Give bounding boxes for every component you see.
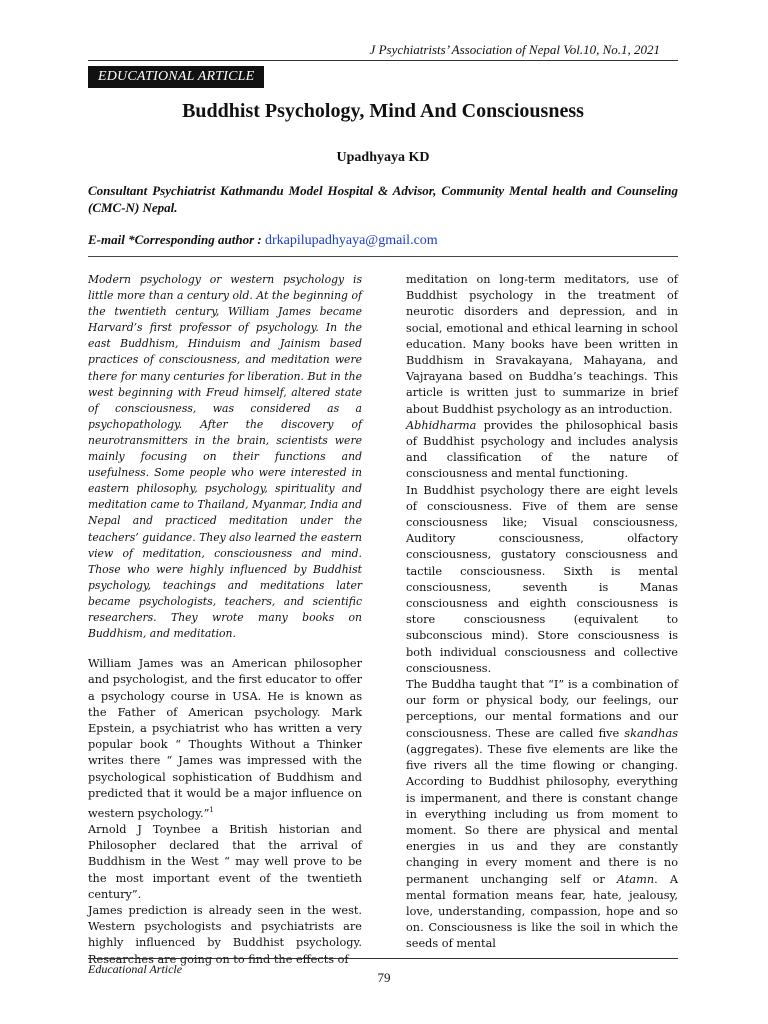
paragraph (88, 656, 362, 822)
paragraph: James prediction is already seen in the west. Western psychologists and psychiatrists are highly influenced by Buddhist psychology. Researches are going on to find the effects of (88, 903, 362, 966)
email-label: E-mail *Corresponding author : (88, 232, 262, 247)
page-number: 79 (377, 970, 391, 985)
paragraph: In Buddhist psychology there are eight levels of consciousness. Five of them are sense consciousness like; Visual consciousness, Auditory consciousness, olfactory consciousness, gustatory consciousness and tactile consciousness. Sixth is mental consciousness, seventh is Manas consciousness and eighth consciousness is store consciousness (equivalent to subconscious mind). Store consciousness is both individual consciousness and collective consciousness. (406, 483, 678, 675)
email-link[interactable]: drkapilupadhyaya@gmail.com (265, 233, 438, 248)
article-title: Buddhist Psychology, Mind And Consciousness (182, 100, 584, 122)
paragraph (406, 677, 678, 952)
term-skandhas: skandhas (624, 726, 678, 740)
reference-marker: 1 (209, 805, 214, 814)
section-badge: EDUCATIONAL ARTICLE (88, 66, 264, 88)
paragraph: Arnold J Toynbee a British historian and Philosopher declared that the arrival of Buddhism in the West “ may well prove to be the most important event of the twentieth century”. (88, 822, 362, 901)
article-author: Upadhyaya KD (336, 150, 430, 165)
right-column (406, 272, 678, 953)
paragraph-text: . A mental formation means fear, hate, jealousy, love, understanding, compassion, hope and so on. Consciousness is like the soil in which the seeds of mental (406, 872, 678, 951)
author-affiliation: Consultant Psychiatrist Kathmandu Model Hospital & Advisor, Community Mental health and Counseling (CMC-N) Nepal. (88, 183, 678, 215)
email-line (88, 232, 678, 249)
paragraph-text: provides the philosophical basis of Buddhist psychology and includes analysis and classification of the nature of consciousness and mental functioning. (406, 418, 678, 481)
paragraph-text: William James was an American philosopher and psychologist, and the first educator to offer a psychology course in USA. He is known as the Father of American psychology. Mark Epstein, a psychiatrist who has written a very popular book “ Thoughts Without a Thinker writes there “ James was impressed with the psychological sophistication of Buddhism and predicted that it would be a major influence on western psychology.” (88, 657, 362, 820)
term-atamn: Atamn (616, 872, 655, 886)
paragraph-text: The Buddha taught that “I” is a combination of our form or physical body, our feelings, our perceptions, our mental formations and our consciousness. These are called five (406, 678, 678, 740)
paragraph-text: (aggregates). These five elements are like the five rivers all the time flowing or changing. According to Buddhist philosophy, everything is impermanent, and there is constant change in everything including us from moment to moment. So there are physical and mental energies in us and they are constantly changing in every moment and there is no permanent unchanging self or (406, 742, 678, 886)
abstract: Modern psychology or western psychology is little more than a century old. At the beginning of the twentieth century, William James became Harvard’s first professor of psychology. In the east Buddhism, Hinduism and Jainism based practices of consciousness, and meditation were there for many centuries for liberation. But in the west beginning with Freud himself, altered state of consciousness, was considered as a psychopathology. After the discovery of neurotransmitters in the brain, scientists were mainly focusing on their functions and usefulness. Some people who were interested in eastern philosophy, psychology, spirituality and meditation came to Thailand, Myanmar, India and Nepal and practiced meditation under the teachers’ guidance. They also learned the eastern view of meditation, consciousness and mind. Those who were highly influenced by Buddhist psychology, teachings and meditations later became psychologists, teachers, and scientific researchers. They wrote many books on Buddhism, and meditation. (88, 273, 362, 641)
section-divider (88, 256, 678, 257)
footer-rule (88, 958, 678, 959)
term-abhidharma: Abhidharma (406, 418, 477, 432)
paragraph: meditation on long-term meditators, use of Buddhist psychology in the treatment of neurotic disorders and depression, and in social, emotional and ethical learning in school education. Many books have been written in Buddhism in Sravakayana, Mahayana, and Vajrayana based on Buddha’s teachings. This article is written just to summarize in brief about Buddhist psychology as an introduction. (406, 273, 678, 416)
paragraph (406, 418, 678, 483)
header-rule (88, 60, 678, 61)
left-column (88, 272, 362, 968)
journal-header: J Psychiatrists’ Association of Nepal Vol.10, No.1, 2021 (369, 42, 660, 57)
footer-label: Educational Article (88, 962, 183, 976)
